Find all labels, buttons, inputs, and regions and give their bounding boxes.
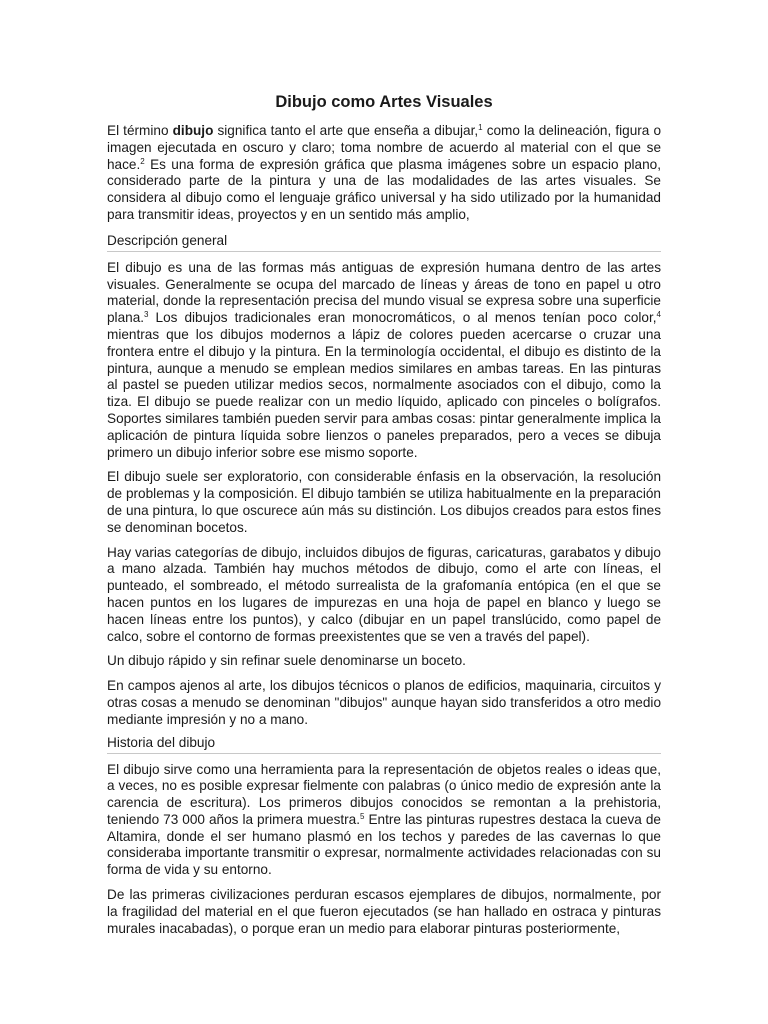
intro-text-4: Es una forma de expresión gráfica que plasma imágenes sobre un espacio plano, considerado parte de la pintura y una de las modalidades de las artes visuales. Se considera al dibujo como el lenguaje gráfico universal y ha sido utilizado por la humanidad para transmitir ideas, proyectos y en un sentido más amplio,	[107, 156, 661, 222]
descripcion-paragraph-3: Hay varias categorías de dibujo, incluidos dibujos de figuras, caricaturas, garabatos y dibujo a mano alzada. También hay muchos métodos de dibujo, como el arte con líneas, el punteado, el sombreado, el método surrealista de la grafomanía entópica (en el que se hacen puntos en los lugares de impurezas en una hoja de papel en blanco y luego se hacen líneas entre los puntos), y calco (dibujar en un papel translúcido, como papel de calco, sobre el contorno de formas preexistentes que se ven a través del papel).	[107, 544, 661, 644]
desc-p1-text-3: mientras que los dibujos modernos a lápiz de colores pueden acercarse o cruzar una frontera entre el dibujo y la pintura. En la terminología occidental, el dibujo es distinto de la pintura, aunque a menudo se emplean medios similares en ambas tareas. En las pinturas al pastel se pueden utilizar medios secos, normalmente asociados con el dibujo, como la tiza. El dibujo se puede realizar con un medio líquido, aplicado con pinceles o bolígrafos. Soportes similares también pueden servir para ambas cosas: pintar generalmente implica la aplicación de pintura líquida sobre lienzos o paneles preparados, pero a veces se dibuja primero un dibujo inferior sobre ese mismo soporte.	[107, 326, 661, 460]
footnote-ref-2[interactable]: 2	[140, 156, 145, 166]
hist-p1-text-2: Entre las pinturas rupestres destaca la cueva de Altamira, donde el ser humano plasmó en los techos y paredes de las cavernas lo que consideraba importante transmitir o expresar, normalmente actividades relacionadas con su forma de vida y su entorno.	[107, 811, 661, 878]
historia-paragraph-2: De las primeras civilizaciones perduran escasos ejemplares de dibujos, normalmente, por la fragilidad del material en el que fueron ejecutados (se han hallado en ostraca y pinturas murales inacabadas), o porque eran un medio para elaborar pinturas posteriormente,	[107, 887, 661, 936]
descripcion-paragraph-1	[107, 260, 661, 462]
footnote-ref-4[interactable]: 4	[656, 310, 661, 320]
section-heading-historia: Historia del dibujo	[107, 734, 661, 754]
footnote-ref-5[interactable]: 5	[360, 811, 365, 821]
footnote-ref-3[interactable]: 3	[144, 310, 149, 320]
desc-p1-text-1: El dibujo es una de las formas más antiguas de expresión humana dentro de las artes visuales. Generalmente se ocupa del marcado de líneas y áreas de tono en papel u otro material, donde la representación precisa del mundo visual se expresa sobre una superficie plana.	[107, 259, 661, 326]
intro-text-2: significa tanto el arte que enseña a dibujar,	[213, 123, 479, 138]
intro-text-1: El término	[107, 123, 173, 138]
descripcion-paragraph-2: El dibujo suele ser exploratorio, con considerable énfasis en la observación, la resolución de problemas y la composición. El dibujo también se utiliza habitualmente en la preparación de una pintura, lo que oscurece aún más su distinción. Los dibujos creados para estos fines se denominan bocetos.	[107, 469, 661, 535]
intro-bold-term: dibujo	[172, 123, 214, 138]
document-title: Dibujo como Artes Visuales	[275, 93, 493, 111]
section-heading-descripcion: Descripción general	[107, 232, 661, 252]
hist-p1-text-1: El dibujo sirve como una herramienta para la representación de objetos reales o ideas que, a veces, no es posible expresar fielmente con palabras (o único medio de expresión ante la carencia de escritura). Los primeros dibujos conocidos se remontan a la prehistoria, teniendo 73 000 años la primera muestra.	[107, 761, 661, 827]
intro-text-3: como la delineación, figura o imagen ejecutada en oscuro y claro; toma nombre de acuerdo al material con el que se hace.	[107, 123, 662, 172]
footnote-ref-1[interactable]: 1	[478, 123, 483, 132]
descripcion-paragraph-4: Un dibujo rápido y sin refinar suele denominarse un boceto.	[107, 653, 466, 669]
desc-p1-text-2: Los dibujos tradicionales eran monocromáticos, o al menos tenían poco color,	[148, 310, 657, 326]
intro-paragraph	[107, 123, 661, 224]
historia-paragraph-1	[107, 762, 661, 880]
descripcion-paragraph-5: En campos ajenos al arte, los dibujos técnicos o planos de edificios, maquinaria, circuitos y otras cosas a menudo se denominan "dibujos" aunque hayan sido transferidos a otro medio mediante impresión y no a mano.	[107, 678, 661, 727]
